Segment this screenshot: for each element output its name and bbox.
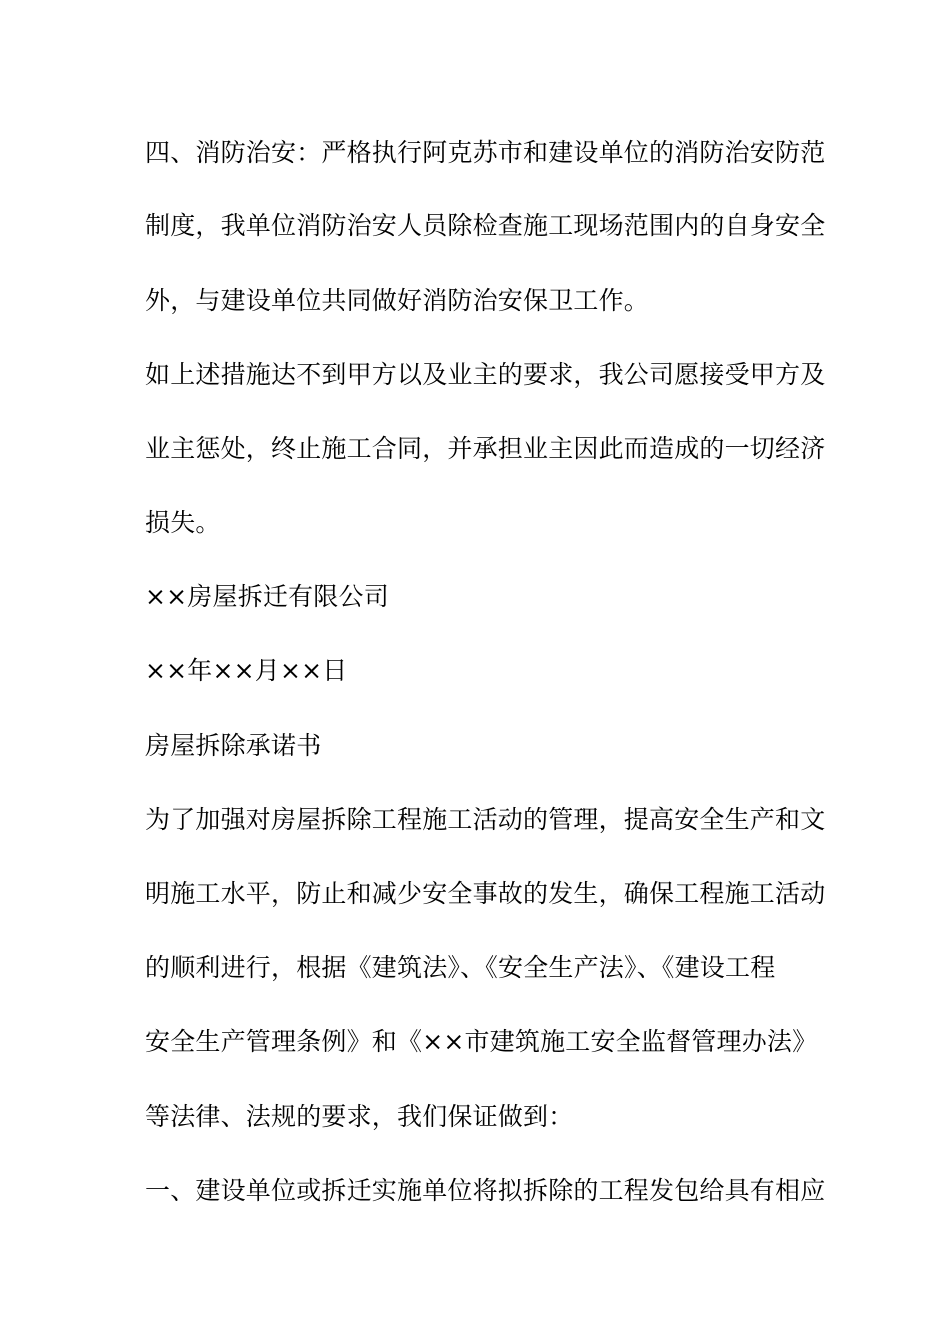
paragraph-intro-line-2: 明施工水平，防止和减少安全事故的发生，确保工程施工活动 — [145, 879, 826, 908]
paragraph-penalty-line-2: 业主惩处，终止施工合同，并承担业主因此而造成的一切经济 — [145, 434, 826, 463]
paragraph-item-one-line-1: 一、建设单位或拆迁实施单位将拟拆除的工程发包给具有相应 — [145, 1176, 826, 1205]
paragraph-intro-line-5: 等法律、法规的要求，我们保证做到： — [145, 1102, 574, 1131]
paragraph-intro-line-3: 的顺利进行，根据《建筑法》、《安全生产法》、《建设工程 — [145, 953, 776, 982]
paragraph-fire-security-line-2: 制度，我单位消防治安人员除检查施工现场范围内的自身安全 — [145, 211, 826, 240]
company-signature: ××房屋拆迁有限公司 — [145, 582, 389, 611]
commitment-title: 房屋拆除承诺书 — [145, 731, 322, 760]
paragraph-fire-security-line-3: 外，与建设单位共同做好消防治安保卫工作。 — [145, 286, 650, 315]
signature-date: ××年××月××日 — [145, 656, 348, 685]
paragraph-intro-line-1: 为了加强对房屋拆除工程施工活动的管理，提高安全生产和文 — [145, 805, 826, 834]
paragraph-penalty-line-1: 如上述措施达不到甲方以及业主的要求，我公司愿接受甲方及 — [145, 360, 826, 389]
paragraph-fire-security-line-1: 四、消防治安：严格执行阿克苏市和建设单位的消防治安防范 — [145, 138, 826, 167]
paragraph-penalty-line-3: 损失。 — [145, 508, 221, 537]
paragraph-intro-line-4: 安全生产管理条例》和《××市建筑施工安全监督管理办法》 — [145, 1027, 818, 1056]
